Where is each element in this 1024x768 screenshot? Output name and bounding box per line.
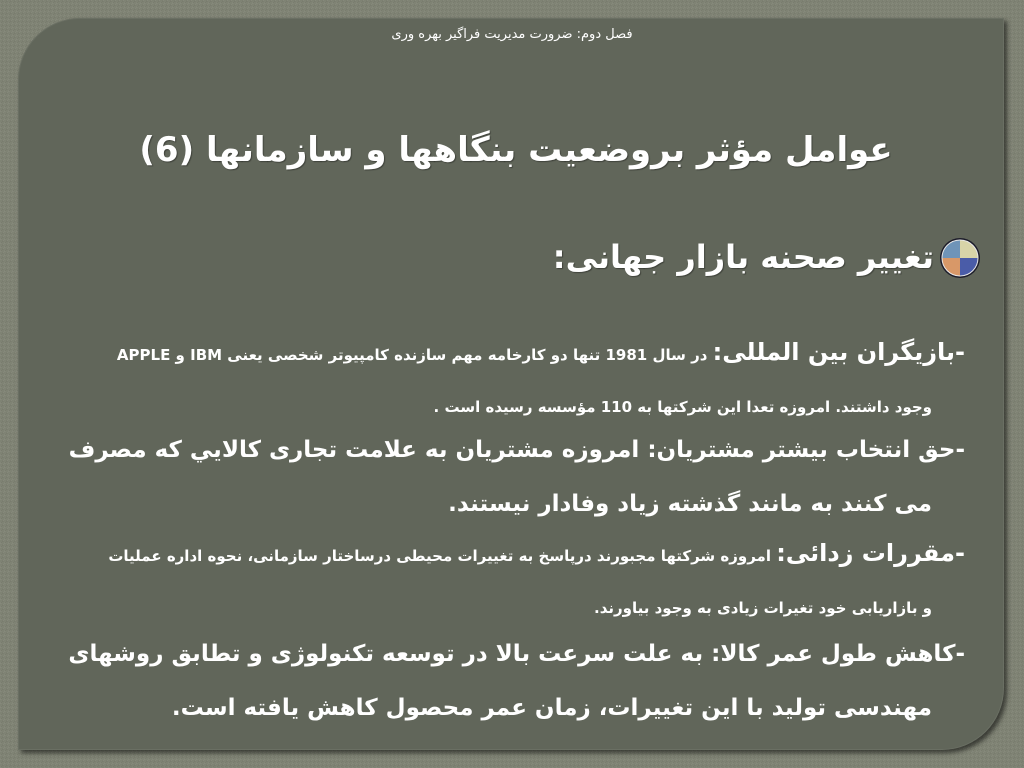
paragraph-continuation: می کنند به مانند گذشته زیاد وفادار نیستند. — [448, 491, 932, 517]
bullet-heading-row — [422, 236, 982, 284]
quad-color-circle-bullet-icon — [938, 236, 982, 280]
paragraph-text: امروزه مشتریان به علامت تجاری کالايي که مصرف — [68, 437, 640, 463]
paragraph-text: به علت سرعت بالا در توسعه تکنولوژی و تطابق روشهای — [68, 641, 704, 667]
paragraph-customer-choice — [10, 423, 965, 531]
paragraph-product-lifecycle — [10, 627, 965, 735]
paragraph-continuation: وجود داشتند. امروزه تعدا این شرکتها به 110 مؤسسه رسیده است . — [433, 398, 932, 416]
paragraph-international-players — [10, 326, 965, 433]
paragraph-lead: -حق انتخاب بیشتر مشتریان: — [647, 437, 965, 463]
paragraph-text: در سال 1981 تنها دو کارخامه مهم سازنده کامپیوتر شخصی یعنی IBM و APPLE — [116, 346, 708, 364]
paragraph-deregulation — [10, 527, 965, 634]
slide-header: فصل دوم: ضرورت مدیریت فراگیر بهره وری — [391, 27, 633, 42]
paragraph-continuation: و بازاریابی خود تغیرات زیادی به وجود بیاورند. — [594, 599, 932, 617]
slide-title: عوامل مؤثر بروضعیت بنگاهها و سازمانها (6) — [139, 130, 893, 170]
paragraph-continuation: مهندسی تولید با این تغییرات، زمان عمر محصول کاهش یافته است. — [171, 695, 932, 721]
bullet-heading: تغییر صحنه بازار جهانی: — [552, 238, 934, 276]
paragraph-lead: -کاهش طول عمر کالا: — [711, 641, 965, 667]
paragraph-lead: -بازیگران بین المللی: — [712, 338, 965, 366]
paragraph-text: امروزه شرکتها مجبورند درپاسخ به تغییرات محیطی درساختار سازمانی، نحوه اداره عملیات — [108, 547, 771, 565]
paragraph-lead: -مقررات زدائی: — [776, 539, 965, 567]
